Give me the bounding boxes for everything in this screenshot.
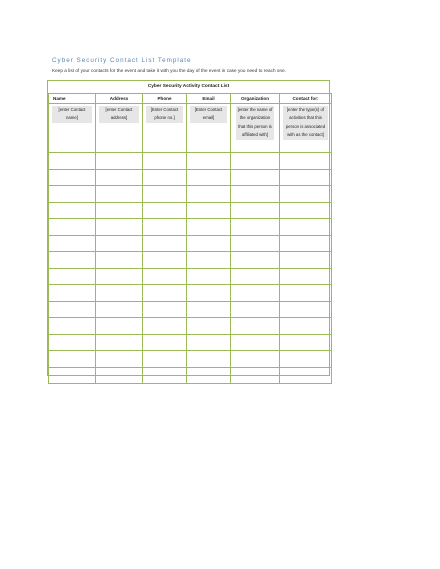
table-cell[interactable] <box>187 252 231 269</box>
table-cell[interactable] <box>280 252 332 269</box>
table-cell[interactable] <box>280 268 332 285</box>
table-cell[interactable] <box>280 169 332 186</box>
placeholder-email[interactable]: [Enter Contact email] <box>190 106 227 123</box>
table-cell[interactable] <box>187 318 231 335</box>
table-cell[interactable] <box>143 153 187 170</box>
table-cell[interactable] <box>231 104 280 153</box>
table-row <box>49 219 332 236</box>
sheet-title: Cyber Security Activity Contact List <box>147 84 230 89</box>
table-cell[interactable] <box>96 285 143 302</box>
table-row <box>49 202 332 219</box>
table-cell[interactable] <box>143 104 187 153</box>
table-cell[interactable] <box>187 235 231 252</box>
table-cell[interactable] <box>49 268 96 285</box>
table-cell[interactable] <box>143 334 187 351</box>
placeholder-contact-for[interactable]: [enter the type(s) of activities that this person is associated with as the contact] <box>283 106 328 140</box>
table-cell[interactable] <box>187 202 231 219</box>
table-cell[interactable] <box>280 235 332 252</box>
table-cell[interactable] <box>187 268 231 285</box>
table-cell[interactable] <box>231 252 280 269</box>
table-cell[interactable] <box>96 318 143 335</box>
table-cell[interactable] <box>231 367 280 384</box>
table-cell[interactable] <box>143 186 187 203</box>
column-header-address: Address <box>96 94 143 104</box>
table-cell[interactable] <box>96 268 143 285</box>
table-cell[interactable] <box>280 334 332 351</box>
table-row <box>49 268 332 285</box>
table-cell[interactable] <box>49 334 96 351</box>
table-row <box>49 334 332 351</box>
table-cell[interactable] <box>280 301 332 318</box>
table-cell[interactable] <box>49 367 96 384</box>
table-cell[interactable] <box>231 169 280 186</box>
table-row <box>49 169 332 186</box>
table-row <box>49 318 332 335</box>
table-cell[interactable] <box>231 268 280 285</box>
table-cell[interactable] <box>49 351 96 368</box>
table-row <box>49 285 332 302</box>
placeholder-name[interactable]: [enter Contact name] <box>52 106 92 123</box>
table-cell[interactable] <box>143 268 187 285</box>
page-title: Cyber Security Contact List Template <box>52 57 192 64</box>
table-cell[interactable] <box>187 104 231 153</box>
column-header-phone: Phone <box>143 94 187 104</box>
table-cell[interactable] <box>49 252 96 269</box>
placeholder-organization[interactable]: [enter the name of the organization that this person is affiliated with] <box>236 106 274 140</box>
table-row <box>49 153 332 170</box>
placeholder-phone[interactable]: [Enter Contact phone no.] <box>146 106 183 123</box>
table-row <box>49 351 332 368</box>
table-cell[interactable] <box>49 318 96 335</box>
table-cell[interactable] <box>231 153 280 170</box>
table-cell[interactable] <box>96 334 143 351</box>
table-cell[interactable] <box>143 301 187 318</box>
table-cell[interactable] <box>231 351 280 368</box>
table-cell[interactable] <box>187 169 231 186</box>
table-cell[interactable] <box>280 351 332 368</box>
table-row <box>49 301 332 318</box>
table-row <box>49 104 332 153</box>
table-cell[interactable] <box>96 169 143 186</box>
table-cell[interactable] <box>143 235 187 252</box>
table-cell[interactable] <box>280 202 332 219</box>
table-cell[interactable] <box>187 153 231 170</box>
table-cell[interactable] <box>143 318 187 335</box>
table-cell[interactable] <box>187 301 231 318</box>
table-cell[interactable] <box>231 235 280 252</box>
table-cell[interactable] <box>96 104 143 153</box>
table-cell[interactable] <box>231 186 280 203</box>
table-cell[interactable] <box>280 285 332 302</box>
table-cell[interactable] <box>143 202 187 219</box>
table-cell[interactable] <box>231 301 280 318</box>
table-cell[interactable] <box>187 186 231 203</box>
table-cell[interactable] <box>96 153 143 170</box>
table-cell[interactable] <box>96 367 143 384</box>
table-cell[interactable] <box>187 367 231 384</box>
placeholder-address[interactable]: [enter Contact address] <box>99 106 139 123</box>
table-cell[interactable] <box>187 219 231 236</box>
table-cell[interactable] <box>49 219 96 236</box>
header-row <box>49 94 332 104</box>
table-cell[interactable] <box>187 351 231 368</box>
contact-table <box>48 93 332 384</box>
table-cell[interactable] <box>231 334 280 351</box>
table-cell[interactable] <box>280 104 332 153</box>
table-cell[interactable] <box>49 169 96 186</box>
table-cell[interactable] <box>49 104 96 153</box>
column-header-organization: Organization <box>231 94 280 104</box>
table-cell[interactable] <box>49 235 96 252</box>
table-cell[interactable] <box>49 285 96 302</box>
table-cell[interactable] <box>280 367 332 384</box>
table-cell[interactable] <box>280 186 332 203</box>
table-cell[interactable] <box>231 318 280 335</box>
table-row <box>49 252 332 269</box>
table-cell[interactable] <box>96 235 143 252</box>
column-header-contact-for: Contact for: <box>280 94 332 104</box>
table-cell[interactable] <box>187 285 231 302</box>
column-header-name: Name <box>49 94 96 104</box>
table-cell[interactable] <box>96 351 143 368</box>
table-row <box>49 235 332 252</box>
table-cell[interactable] <box>231 285 280 302</box>
table-cell[interactable] <box>96 219 143 236</box>
table-cell[interactable] <box>96 301 143 318</box>
table-cell[interactable] <box>280 219 332 236</box>
table-cell[interactable] <box>96 252 143 269</box>
table-cell[interactable] <box>280 318 332 335</box>
table-row <box>49 367 332 384</box>
column-header-email: Email <box>187 94 231 104</box>
table-cell[interactable] <box>231 202 280 219</box>
table-cell[interactable] <box>49 202 96 219</box>
table-cell[interactable] <box>231 219 280 236</box>
table-row <box>49 186 332 203</box>
table-cell[interactable] <box>49 186 96 203</box>
table-cell[interactable] <box>49 153 96 170</box>
table-cell[interactable] <box>49 301 96 318</box>
table-cell[interactable] <box>96 186 143 203</box>
table-cell[interactable] <box>187 334 231 351</box>
table-cell[interactable] <box>280 153 332 170</box>
table-cell[interactable] <box>143 252 187 269</box>
table-cell[interactable] <box>143 285 187 302</box>
table-cell[interactable] <box>143 351 187 368</box>
contact-list-sheet <box>47 80 330 376</box>
table-cell[interactable] <box>143 169 187 186</box>
table-cell[interactable] <box>96 202 143 219</box>
table-cell[interactable] <box>143 219 187 236</box>
table-cell[interactable] <box>143 367 187 384</box>
page-intro: Keep a list of your contacts for the event and take it with you the day of the event in case you need to reach one. <box>52 68 287 73</box>
